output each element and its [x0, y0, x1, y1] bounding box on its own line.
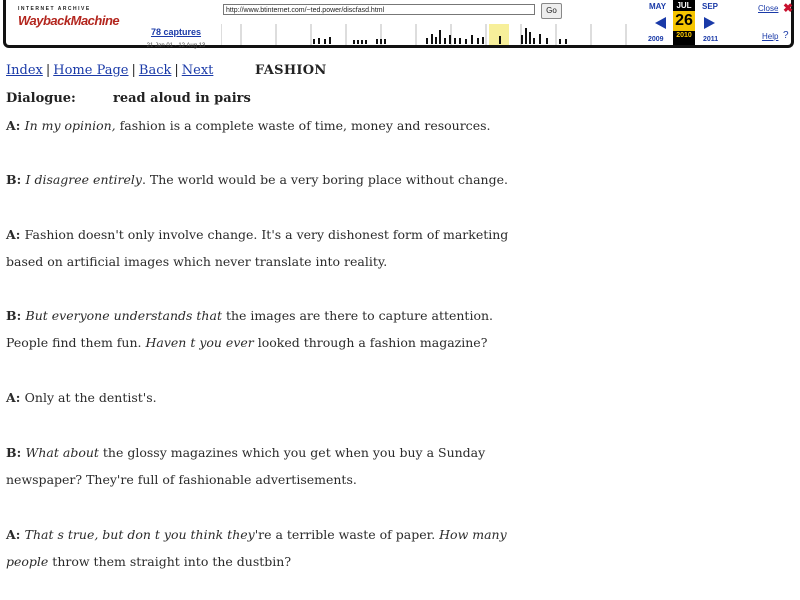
speaker-label: A:: [6, 227, 25, 242]
next-month-link[interactable]: SEP: [702, 2, 719, 11]
line-text: looked through a fashion magazine?: [253, 335, 488, 350]
current-year: 2010: [676, 32, 692, 39]
line-text: fashion is a complete waste of time, money and resources.: [115, 118, 491, 133]
wayback-toolbar: [3, 0, 794, 48]
calendar-nav: [644, 0, 724, 45]
emphasis-phrase: But everyone understands that: [25, 308, 222, 323]
logo-top-text: INTERNET ARCHIVE: [18, 6, 91, 12]
prev-capture-icon[interactable]: [655, 17, 666, 29]
current-capture: [673, 0, 695, 45]
emphasis-phrase: How many: [439, 527, 507, 542]
line-text: the images are there to capture attention.: [221, 308, 494, 323]
capture-sparkline[interactable]: [221, 20, 643, 45]
emphasis-phrase: I disagree entirely: [25, 172, 142, 187]
speaker-label: B:: [6, 445, 26, 460]
emphasis-phrase: What about: [25, 445, 99, 460]
home-page-link[interactable]: Home Page: [53, 63, 129, 78]
dialogue-line: [6, 172, 508, 187]
captures-range: 21 Jan 01 - 12 Aug 13: [146, 43, 206, 49]
line-text: newspaper? They're full of fashionable advertisements.: [6, 472, 357, 487]
current-day: 26: [673, 11, 695, 31]
emphasis-phrase: people: [6, 554, 49, 569]
url-input[interactable]: http://www.btinternet.com/~ted.power/discfasd.html: [223, 4, 535, 15]
speaker-label: B:: [6, 308, 26, 323]
back-link[interactable]: Back: [138, 63, 172, 78]
emphasis-phrase: Haven t you ever: [145, 335, 254, 350]
logo-main-text: WaybackMachine: [18, 13, 120, 28]
speaker-label: B:: [6, 172, 26, 187]
line-text: Only at the dentist's.: [24, 390, 157, 405]
dialogue-line: [6, 118, 490, 133]
speaker-label: A:: [6, 118, 25, 133]
next-link[interactable]: Next: [181, 63, 214, 78]
dialogue-line: [6, 445, 485, 460]
go-button[interactable]: Go: [541, 3, 562, 19]
close-link[interactable]: Close: [758, 4, 779, 13]
next-year-link[interactable]: 2011: [703, 36, 719, 43]
dialogue-line: [6, 308, 493, 323]
dialogue-instruction: read aloud in pairs: [113, 91, 251, 106]
wayback-logo[interactable]: [18, 6, 120, 28]
next-capture-icon[interactable]: [704, 17, 715, 29]
prev-year-link[interactable]: 2009: [648, 36, 664, 43]
dialogue-label: Dialogue:: [6, 91, 76, 106]
close-icon[interactable]: ✖: [783, 1, 794, 15]
current-month: JUL: [676, 1, 692, 10]
prev-month-link[interactable]: MAY: [649, 2, 667, 11]
speaker-label: A:: [6, 527, 25, 542]
dialogue-line: [6, 527, 507, 542]
line-text: throw them straight into the dustbin?: [48, 554, 292, 569]
dialogue-line: [6, 390, 157, 405]
index-link[interactable]: Index: [6, 63, 43, 78]
emphasis-phrase: In my opinion,: [24, 118, 116, 133]
line-text: based on artificial images which never translate into reality.: [6, 254, 388, 269]
line-text: the glossy magazines which you get when you buy a Sunday: [98, 445, 486, 460]
dialogue-line: [6, 335, 487, 350]
dialogue-line: [6, 472, 357, 487]
emphasis-phrase: That s true, but don t you think they: [24, 527, 255, 542]
line-text: Fashion doesn't only involve change. It's a very dishonest form of marketing: [24, 227, 509, 242]
dialogue-line: [6, 254, 387, 269]
help-link[interactable]: Help: [762, 32, 779, 41]
dialogue-line: [6, 554, 291, 569]
captures-info: [136, 22, 216, 49]
line-text: People find them fun.: [6, 335, 146, 350]
line-text: . The world would be a very boring place without change.: [141, 172, 508, 187]
page-nav: Index | Home Page | Back | Next: [6, 63, 214, 78]
dialogue-line: [6, 227, 508, 242]
line-text: 're a terrible waste of paper.: [254, 527, 440, 542]
speaker-label: A:: [6, 390, 25, 405]
page-title: FASHION: [255, 63, 327, 78]
captures-link[interactable]: 78 captures: [150, 27, 202, 37]
help-icon[interactable]: ?: [783, 30, 789, 41]
